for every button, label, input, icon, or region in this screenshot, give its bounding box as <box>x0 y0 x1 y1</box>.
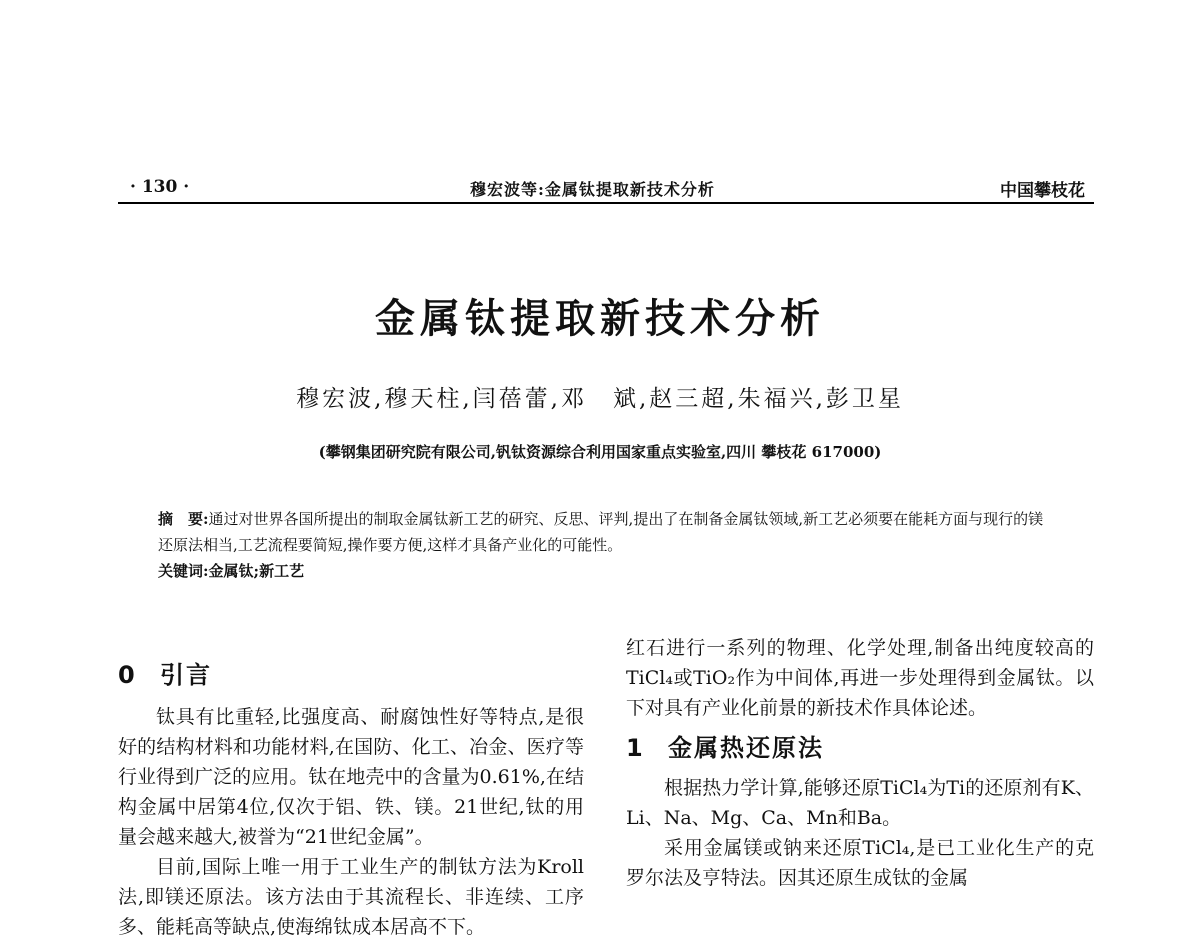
keywords-text: 金属钛;新工艺 <box>208 562 305 580</box>
section-0-number: 0 <box>118 661 137 689</box>
keywords-label: 关键词: <box>158 562 209 580</box>
body-paragraph: 根据热力学计算,能够还原TiCl₄为Ti的还原剂有K、Li、Na、Mg、Ca、Mn和Ba。 <box>626 777 1094 829</box>
header-rule <box>118 202 1094 204</box>
page-number: · 130 · <box>130 177 190 197</box>
body-paragraph: 采用金属镁或钠来还原TiCl₄,是已工业化生产的克罗尔法及亨特法。因其还原生成钛的金属 <box>626 837 1094 889</box>
body-paragraph: 目前,国际上唯一用于工业生产的制钛方法为Kroll法,即镁还原法。该方法由于其流程长、非连续、工序多、能耗高等缺点,使海绵钛成本居高不下。 <box>118 856 584 938</box>
section-1-title: 金属热还原法 <box>668 734 824 762</box>
body-paragraph-continued: 红石进行一系列的物理、化学处理,制备出纯度较高的TiCl₄或TiO₂作为中间体,再进一步处理得到金属钛。以下对具有产业化前景的新技术作具体论述。 <box>626 637 1094 719</box>
author-list: 穆宏波,穆天柱,闫蓓蕾,邓 斌,赵三超,朱福兴,彭卫星 <box>296 386 904 412</box>
right-column <box>626 633 1094 893</box>
abstract-label: 摘 要: <box>158 510 209 528</box>
abstract-text: 通过对世界各国所提出的制取金属钛新工艺的研究、反思、评判,提出了在制备金属钛领域,新工艺必须要在能耗方面与现行的镁还原法相当,工艺流程要简短,操作要方便,这样才具备产业化的可能性。 <box>158 510 1044 554</box>
section-0-title: 引言 <box>160 661 212 689</box>
running-title: 穆宏波等:金属钛提取新技术分析 <box>470 180 715 199</box>
left-column <box>118 702 584 942</box>
section-1-number: 1 <box>626 734 645 762</box>
affiliation: (攀钢集团研究院有限公司,钒钛资源综合利用国家重点实验室,四川 攀枝花 617000) <box>318 443 882 461</box>
section-0-heading <box>118 655 212 690</box>
journal-name: 中国攀枝花 <box>1000 181 1085 201</box>
section-1-heading <box>626 733 1094 763</box>
abstract-block <box>158 506 1058 584</box>
abstract-paragraph <box>158 506 1058 558</box>
body-paragraph: 钛具有比重轻,比强度高、耐腐蚀性好等特点,是很好的结构材料和功能材料,在国防、化工、冶金、医疗等行业得到广泛的应用。钛在地壳中的含量为0.61%,在结构金属中居第4位,仅次于铝、铁、镁。21世纪,钛的用量会越来越大,被誉为“21世纪金属”。 <box>118 706 584 848</box>
keywords-line <box>158 558 1058 584</box>
paper-title: 金属钛提取新技术分析 <box>375 296 825 342</box>
